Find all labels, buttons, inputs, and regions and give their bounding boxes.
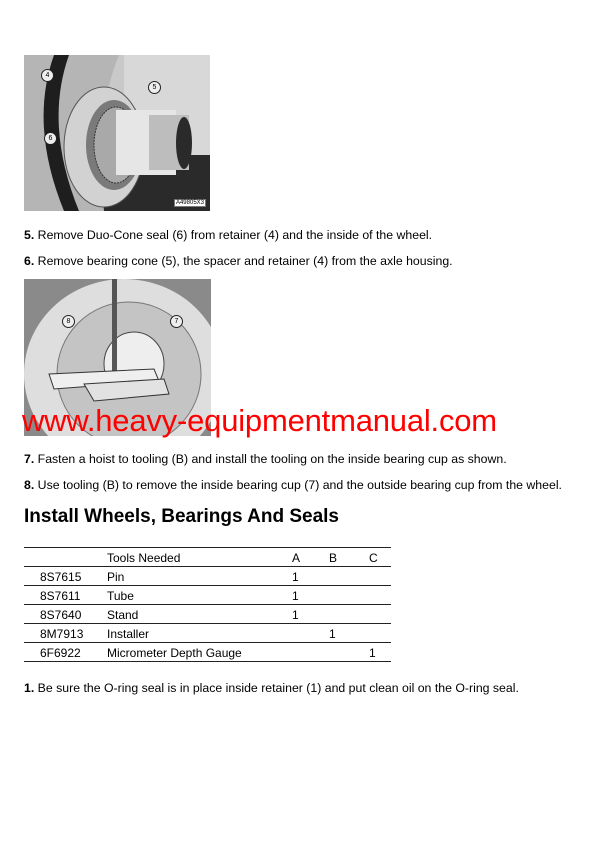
step-8: [24, 478, 562, 492]
tool-name: Micrometer Depth Gauge: [107, 646, 242, 660]
step-6: [24, 254, 453, 268]
step-number: 1.: [24, 681, 35, 695]
step-text: Use tooling (B) to remove the inside bearing cup (7) and the outside bearing cup from the wheel.: [34, 478, 562, 492]
part-number: 8M7913: [40, 627, 84, 641]
step-number: 6.: [24, 254, 35, 268]
step-text: Fasten a hoist to tooling (B) and install the tooling on the inside bearing cup as shown.: [34, 452, 507, 466]
table-row: [24, 642, 391, 662]
step-text: Remove Duo-Cone seal (6) from retainer (4) and the inside of the wheel.: [34, 228, 433, 242]
qty-b: 1: [329, 627, 336, 641]
header-a: A: [292, 551, 301, 565]
qty-c: 1: [369, 646, 376, 660]
install-step-1: [24, 681, 519, 695]
step-5: [24, 228, 432, 242]
table-row: [24, 604, 391, 623]
callout-7: 7: [170, 315, 183, 328]
callout-8: 8: [62, 315, 75, 328]
qty-a: 1: [292, 589, 299, 603]
watermark-link[interactable]: www.heavy-equipmentmanual.com: [22, 403, 497, 438]
qty-a: 1: [292, 570, 299, 584]
step-number: 5.: [24, 228, 35, 242]
callout-5: 5: [148, 81, 161, 94]
part-number: 8S7615: [40, 570, 82, 584]
table-row: [24, 566, 391, 585]
tool-name: Stand: [107, 608, 139, 622]
step-7: [24, 452, 507, 466]
table-row: [24, 623, 391, 642]
callout-4: 4: [41, 69, 54, 82]
qty-a: 1: [292, 608, 299, 622]
table-row: [24, 585, 391, 604]
step-text: Remove bearing cone (5), the spacer and retainer (4) from the axle housing.: [34, 254, 453, 268]
callout-6: 6: [44, 132, 57, 145]
tool-name: Tube: [107, 589, 134, 603]
header-tools-needed: Tools Needed: [107, 551, 181, 565]
tool-name: Pin: [107, 570, 125, 584]
step-number: 8.: [24, 478, 35, 492]
section-heading: Install Wheels, Bearings And Seals: [24, 506, 340, 527]
table-header-row: [24, 547, 391, 566]
tools-needed-table: [24, 547, 391, 662]
part-number: 6F6922: [40, 646, 81, 660]
figure-bearing-cone-photo: [24, 55, 210, 211]
part-number: 8S7611: [40, 589, 81, 603]
step-text: Be sure the O-ring seal is in place inside retainer (1) and put clean oil on the O-ring seal.: [34, 681, 519, 695]
header-c: C: [369, 551, 378, 565]
tool-name: Installer: [107, 627, 150, 641]
part-number: 8S7640: [40, 608, 82, 622]
step-number: 7.: [24, 452, 35, 466]
figure-code: A49805X3: [175, 200, 204, 206]
header-b: B: [329, 551, 338, 565]
